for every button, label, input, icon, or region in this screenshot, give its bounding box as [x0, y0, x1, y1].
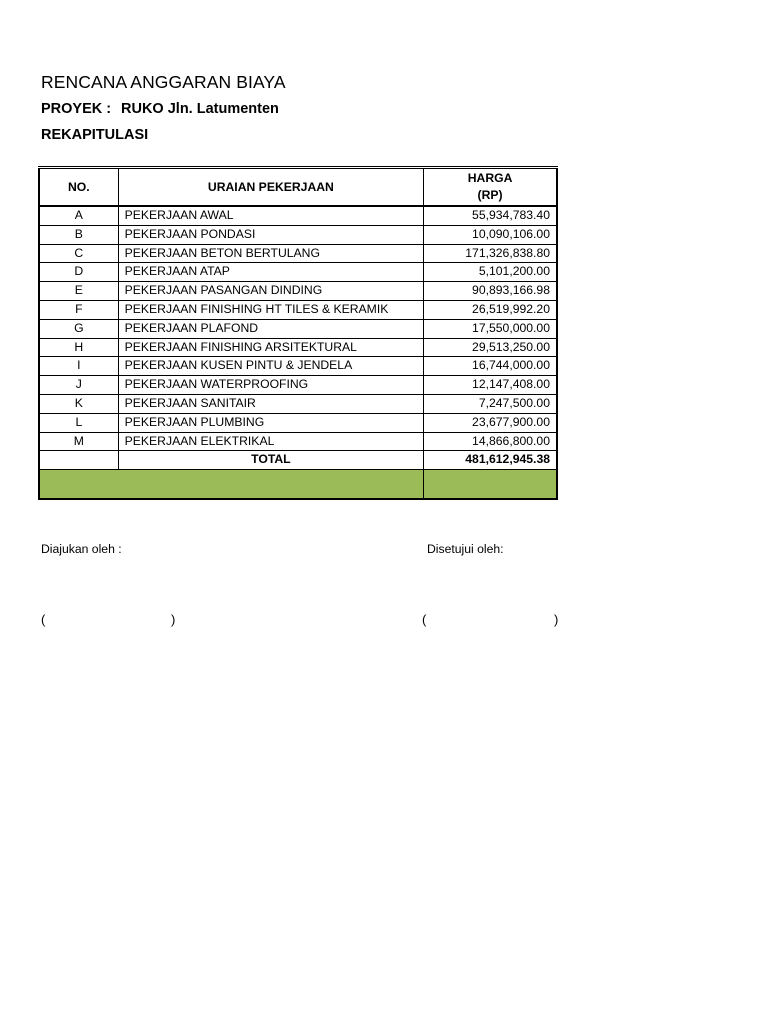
table-row [39, 282, 557, 301]
row-description: PEKERJAAN PONDASI [118, 225, 423, 244]
column-header-description: URAIAN PEKERJAAN [118, 168, 423, 207]
table-row [39, 376, 557, 395]
highlight-row [39, 470, 557, 500]
row-description: PEKERJAAN WATERPROOFING [118, 376, 423, 395]
table-row [39, 413, 557, 432]
project-line [41, 101, 279, 117]
row-price: 23,677,900.00 [424, 413, 557, 432]
price-header-line1: HARGA [467, 171, 513, 185]
row-no: E [39, 282, 118, 301]
row-no: B [39, 225, 118, 244]
table-header-row [39, 168, 557, 207]
row-price: 14,866,800.00 [424, 432, 557, 451]
total-no-cell [39, 451, 118, 470]
row-price: 10,090,106.00 [424, 225, 557, 244]
total-row [39, 451, 557, 470]
row-description: PEKERJAAN FINISHING ARSITEKTURAL [118, 338, 423, 357]
row-price: 29,513,250.00 [424, 338, 557, 357]
column-header-price [424, 168, 557, 207]
row-no: J [39, 376, 118, 395]
row-price: 26,519,992.20 [424, 300, 557, 319]
document-title: RENCANA ANGGARAN BIAYA [41, 72, 286, 92]
row-description: PEKERJAAN FINISHING HT TILES & KERAMIK [118, 300, 423, 319]
row-no: F [39, 300, 118, 319]
table-row [39, 432, 557, 451]
budget-table [38, 166, 558, 500]
recap-subtitle: REKAPITULASI [41, 127, 149, 143]
row-no: L [39, 413, 118, 432]
row-description: PEKERJAAN BETON BERTULANG [118, 244, 423, 263]
row-description: PEKERJAAN PLUMBING [118, 413, 423, 432]
row-price: 17,550,000.00 [424, 319, 557, 338]
row-price: 5,101,200.00 [424, 263, 557, 282]
table-row [39, 394, 557, 413]
row-price: 12,147,408.00 [424, 376, 557, 395]
row-description: PEKERJAAN KUSEN PINTU & JENDELA [118, 357, 423, 376]
row-price: 16,744,000.00 [424, 357, 557, 376]
row-no: I [39, 357, 118, 376]
table-row [39, 300, 557, 319]
row-no: K [39, 394, 118, 413]
row-description: PEKERJAAN PLAFOND [118, 319, 423, 338]
project-name: RUKO Jln. Latumenten [121, 101, 279, 117]
approved-by-label: Disetujui oleh: [427, 542, 504, 556]
row-description: PEKERJAAN ELEKTRIKAL [118, 432, 423, 451]
table-row [39, 319, 557, 338]
column-header-no: NO. [39, 168, 118, 207]
row-no: G [39, 319, 118, 338]
row-price: 90,893,166.98 [424, 282, 557, 301]
row-description: PEKERJAAN PASANGAN DINDING [118, 282, 423, 301]
row-no: H [39, 338, 118, 357]
table-row [39, 244, 557, 263]
table-row [39, 206, 557, 225]
approved-sign-close-paren: ) [554, 612, 559, 627]
row-no: C [39, 244, 118, 263]
highlight-cell-left [39, 470, 424, 500]
submitted-sign-close-paren: ) [171, 612, 176, 627]
table-row [39, 338, 557, 357]
row-description: PEKERJAAN ATAP [118, 263, 423, 282]
approved-sign-open-paren: ( [422, 612, 427, 627]
row-description: PEKERJAAN AWAL [118, 206, 423, 225]
highlight-cell-right [424, 470, 557, 500]
row-no: D [39, 263, 118, 282]
total-value: 481,612,945.38 [424, 451, 557, 470]
table-row [39, 225, 557, 244]
row-no: A [39, 206, 118, 225]
submitted-sign-open-paren: ( [41, 612, 46, 627]
project-label: PROYEK : [41, 101, 112, 117]
row-description: PEKERJAAN SANITAIR [118, 394, 423, 413]
price-header-line2: (RP) [477, 188, 503, 202]
row-price: 7,247,500.00 [424, 394, 557, 413]
total-label: TOTAL [118, 451, 423, 470]
row-no: M [39, 432, 118, 451]
row-price: 171,326,838.80 [424, 244, 557, 263]
table-row [39, 357, 557, 376]
table-row [39, 263, 557, 282]
row-price: 55,934,783.40 [424, 206, 557, 225]
submitted-by-label: Diajukan oleh : [41, 542, 122, 556]
